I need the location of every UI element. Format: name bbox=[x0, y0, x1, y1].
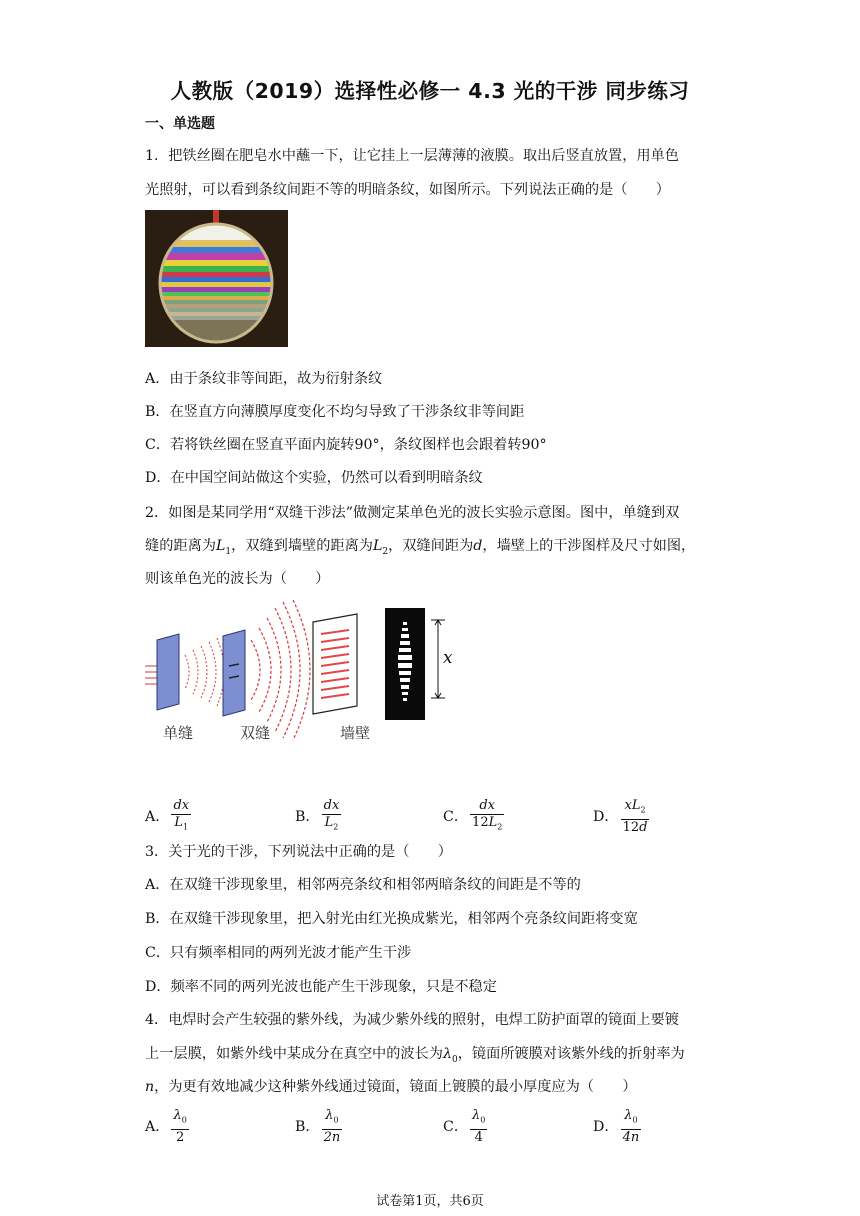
q1-stem-line1: 1．把铁丝圈在肥皂水中蘸一下，让它挂上一层薄薄的液膜。取出后竖直放置，用单色 bbox=[145, 148, 679, 164]
q2-option-c[interactable]: C． $\frac{dx}{12L_2}$ bbox=[443, 798, 503, 832]
q4-option-d[interactable]: D． $\frac{\lambda_0}{4n}$ bbox=[593, 1108, 640, 1145]
section-heading: 一、单选题 bbox=[145, 116, 215, 132]
label-x: x bbox=[443, 648, 453, 668]
q1-option-d[interactable]: D．在中国空间站做这个实验，仍然可以看到明暗条纹 bbox=[145, 470, 483, 486]
q1-stem-line2: 光照射，可以看到条纹间距不等的明暗条纹，如图所示。下列说法正确的是（ ） bbox=[145, 182, 670, 198]
label-single-slit: 单缝 bbox=[163, 724, 194, 742]
q2-stem-line3: 则该单色光的波长为（ ） bbox=[145, 571, 330, 587]
q4-option-c[interactable]: C． $\frac{\lambda_0}{4}$ bbox=[443, 1108, 486, 1145]
page-title: 人教版（2019）选择性必修一 4.3 光的干涉 同步练习 bbox=[170, 79, 690, 103]
q4-option-a[interactable]: A． $\frac{\lambda_0}{2}$ bbox=[145, 1108, 187, 1145]
label-wall: 墙壁 bbox=[340, 724, 371, 742]
q3-option-d[interactable]: D．频率不同的两列光波也能产生干涉现象，只是不稳定 bbox=[145, 979, 497, 995]
q1-option-b[interactable]: B．在竖直方向薄膜厚度变化不均匀导致了干涉条纹非等间距 bbox=[145, 404, 525, 420]
q3-option-c[interactable]: C．只有频率相同的两列光波才能产生干涉 bbox=[145, 945, 412, 961]
q2-stem-line1: 2．如图是某同学用“双缝干涉法”做测定某单色光的波长实验示意图。图中，单缝到双 bbox=[145, 505, 680, 521]
q1-option-a[interactable]: A．由于条纹非等间距，故为衍射条纹 bbox=[145, 371, 383, 387]
label-double-slit: 双缝 bbox=[240, 724, 271, 742]
q3-stem: 3．关于光的干涉，下列说法中正确的是（ ） bbox=[145, 844, 452, 860]
q4-option-b[interactable]: B． $\frac{\lambda_0}{2n}$ bbox=[295, 1108, 341, 1145]
q2-stem-line2: 缝的距离为$L_1$，双缝到墙壁的距离为$L_2$，双缝间距为d，墙壁上的干涉图样及尺寸如图， bbox=[145, 538, 696, 557]
q3-option-a[interactable]: A．在双缝干涉现象里，相邻两亮条纹和相邻两暗条纹的间距是不等的 bbox=[145, 877, 581, 893]
page-footer: 试卷第1页，共6页 bbox=[376, 1194, 484, 1209]
q4-stem-line1: 4．电焊时会产生较强的紫外线，为减少紫外线的照射，电焊工防护面罩的镜面上要镀 bbox=[145, 1012, 679, 1028]
q2-option-d[interactable]: D． $\frac{xL_2}{12d}$ bbox=[593, 798, 648, 835]
q4-options-row bbox=[145, 1104, 705, 1144]
q3-option-b[interactable]: B．在双缝干涉现象里，把入射光由红光换成紫光，相邻两个亮条纹间距将变宽 bbox=[145, 911, 638, 927]
q2-option-a[interactable]: A． $\frac{dx}{L_1}$ bbox=[145, 798, 190, 832]
soap-film-photo bbox=[145, 210, 288, 347]
q4-stem-line3: n，为更有效地减少这种紫外线通过镜面，镜面上镀膜的最小厚度应为（ ） bbox=[145, 1079, 637, 1095]
q1-option-c[interactable]: C．若将铁丝圈在竖直平面内旋转90°，条纹图样也会跟着转90° bbox=[145, 437, 547, 453]
q4-stem-line2: 上一层膜，如紫外线中某成分在真空中的波长为$\lambda_0$，镜面所镀膜对该紫外线的折射率为 bbox=[145, 1046, 685, 1065]
q2-option-b[interactable]: B． $\frac{dx}{L_2}$ bbox=[295, 798, 340, 832]
q2-options-row bbox=[145, 790, 705, 835]
